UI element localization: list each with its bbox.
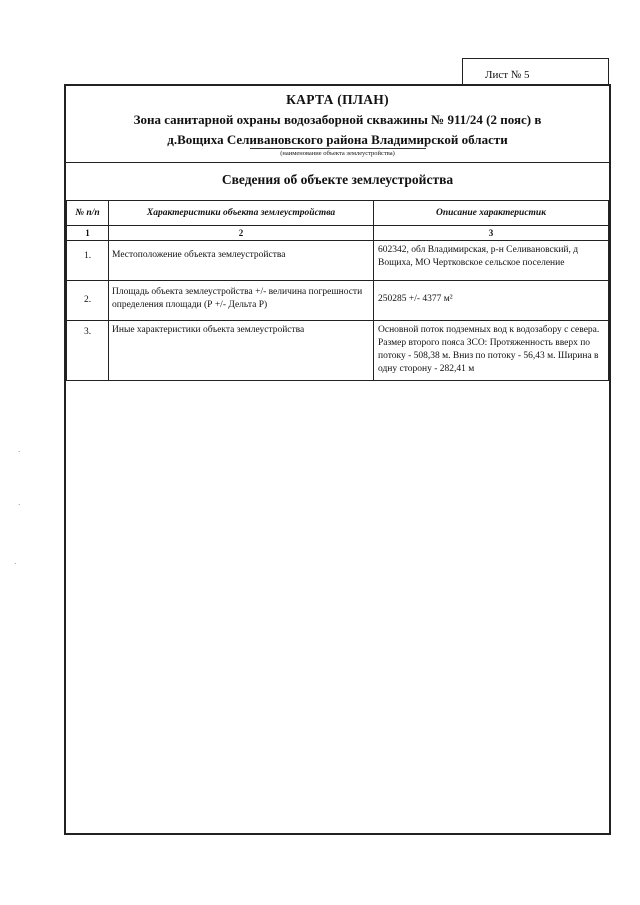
object-caption: (наименование объекта землеустройства) (250, 148, 426, 158)
table-header-row (67, 201, 609, 226)
row-number: 1. (67, 241, 109, 281)
row-characteristic: Иные характеристики объекта землеустройства (109, 321, 374, 381)
row-characteristic: Площадь объекта землеустройства +/- величина погрешности определения площади (Р +/- Дельта Р) (109, 281, 374, 321)
column-header-description: Описание характеристик (374, 201, 609, 226)
margin-mark: · (14, 560, 17, 568)
table-row (67, 281, 609, 321)
column-index-row (67, 226, 609, 241)
section-title: Сведения об объекте землеустройства (221, 172, 454, 187)
row-number: 2. (67, 281, 109, 321)
title-block (66, 86, 609, 158)
column-index: 1 (67, 226, 109, 241)
row-description: Основной поток подземных вод к водозабору с севера. Размер второго пояса ЗСО: Протяженность вверх по потоку - 508,38 м. Вниз по потоку - 56,43 м. Ширина в одну сторону - 282,41 м (374, 321, 609, 381)
document-frame (64, 84, 611, 835)
row-number: 3. (67, 321, 109, 381)
row-characteristic: Местоположение объекта землеустройства (109, 241, 374, 281)
row-description: 602342, обл Владимирская, р-н Селивановский, д Вощиха, МО Чертковское сельское поселение (374, 241, 609, 281)
margin-mark: · (18, 501, 21, 509)
table-row (67, 321, 609, 381)
document-subtitle-line1: Зона санитарной охраны водозаборной скважины № 911/24 (2 пояс) в (133, 112, 542, 127)
column-header-num: № п/п (67, 201, 109, 226)
row-description: 250285 +/- 4377 м² (374, 281, 609, 321)
column-index: 2 (109, 226, 374, 241)
table-row (67, 241, 609, 281)
sheet-number-label: Лист № 5 (462, 58, 609, 85)
column-index: 3 (374, 226, 609, 241)
margin-mark: · (18, 448, 21, 456)
column-header-characteristic: Характеристики объекта землеустройства (109, 201, 374, 226)
document-title: КАРТА (ПЛАН) (286, 92, 389, 107)
characteristics-table (66, 200, 609, 381)
document-subtitle-line2: д.Вощиха Селивановского района Владимирской области (167, 132, 508, 147)
